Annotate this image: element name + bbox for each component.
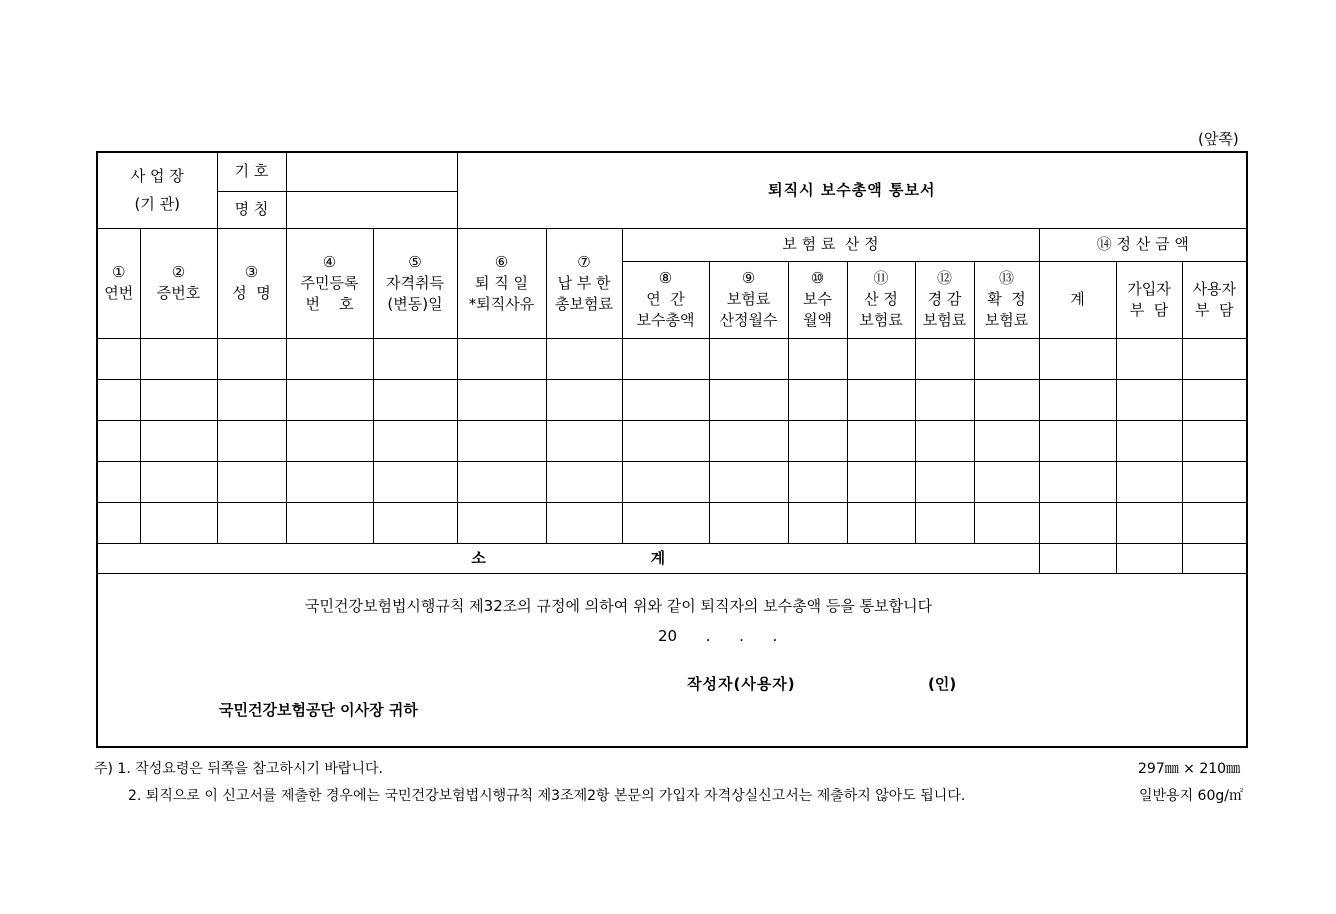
col-label-6b: *퇴직사유 <box>468 294 535 313</box>
table-row <box>97 338 1247 379</box>
table-cell[interactable] <box>915 461 974 502</box>
col-label-3: 성 명 <box>232 284 271 302</box>
col-num-5: ⑤ <box>408 252 422 271</box>
col-label-4a: 주민등록 <box>300 273 359 292</box>
col-label-8a: 연 간 <box>646 290 685 308</box>
table-cell[interactable] <box>217 338 286 379</box>
table-cell[interactable] <box>97 338 140 379</box>
recipient: 국민건강보험공단 이사장 귀하 <box>219 700 418 719</box>
table-cell[interactable] <box>788 461 847 502</box>
col-label-10a: 보수 <box>803 290 832 308</box>
col-num-12: ⑫ <box>937 269 953 287</box>
table-cell[interactable] <box>217 461 286 502</box>
table-cell[interactable] <box>847 379 915 420</box>
col-header-13 <box>974 261 1039 338</box>
col-header-5 <box>373 228 457 338</box>
workplace-code-field[interactable] <box>286 152 457 191</box>
col-header-subscriber <box>1116 261 1182 338</box>
col-label-9b: 산정월수 <box>719 311 778 329</box>
table-cell[interactable] <box>974 502 1039 543</box>
table-cell[interactable] <box>140 379 217 420</box>
col-label-11b: 보험료 <box>859 311 903 329</box>
table-cell[interactable] <box>546 338 622 379</box>
col-label-employer-a: 사용자 <box>1192 279 1237 298</box>
table-cell[interactable] <box>1182 461 1247 502</box>
table-cell[interactable] <box>974 379 1039 420</box>
table-cell[interactable] <box>915 502 974 543</box>
table-cell[interactable] <box>457 338 546 379</box>
table-row <box>97 502 1247 543</box>
table-cell[interactable] <box>97 379 140 420</box>
table-cell[interactable] <box>546 420 622 461</box>
table-cell[interactable] <box>286 379 373 420</box>
table-cell[interactable] <box>709 502 788 543</box>
form-title: 퇴직시 보수총액 통보서 <box>457 152 1247 228</box>
table-cell[interactable] <box>373 461 457 502</box>
table-cell[interactable] <box>1039 461 1116 502</box>
settlement-header: ⑭ 정 산 금 액 <box>1039 228 1247 261</box>
col-header-8 <box>622 261 709 338</box>
col-label-employer-b: 부 담 <box>1195 300 1234 319</box>
table-cell[interactable] <box>286 461 373 502</box>
col-num-10: ⑩ <box>810 269 825 287</box>
author-label: 작성자(사용자) <box>687 674 796 693</box>
table-cell[interactable] <box>1182 338 1247 379</box>
col-label-8b: 보수총액 <box>636 311 695 329</box>
col-header-11 <box>847 261 915 338</box>
notice-date[interactable]: 20 . . . <box>658 626 778 645</box>
col-header-9 <box>709 261 788 338</box>
table-cell[interactable] <box>622 420 709 461</box>
table-cell[interactable] <box>140 420 217 461</box>
col-header-7 <box>546 228 622 338</box>
table-cell[interactable] <box>97 502 140 543</box>
paper-size: 297㎜ × 210㎜ <box>1138 761 1241 777</box>
table-cell[interactable] <box>622 379 709 420</box>
col-label-total: 계 <box>1070 290 1085 308</box>
subtotal-label-b: 계 <box>650 548 666 567</box>
col-num-4: ④ <box>322 252 337 271</box>
table-cell[interactable] <box>1116 502 1182 543</box>
table-cell[interactable] <box>709 461 788 502</box>
table-cell[interactable] <box>457 461 546 502</box>
col-num-11: ⑪ <box>873 269 889 287</box>
subtotal-label <box>97 543 1039 573</box>
col-label-12b: 보험료 <box>922 311 967 329</box>
table-cell[interactable] <box>622 502 709 543</box>
table-cell[interactable] <box>1039 502 1116 543</box>
table-cell[interactable] <box>1039 420 1116 461</box>
table-cell[interactable] <box>546 379 622 420</box>
workplace-label-line2: (기 관) <box>134 195 180 214</box>
notice-statement: 국민건강보험법시행규칙 제32조의 규정에 의하여 위와 같이 퇴직자의 보수총액 등을 통보합니다 <box>305 596 933 615</box>
table-cell[interactable] <box>847 338 915 379</box>
workplace-name-field[interactable] <box>286 191 457 228</box>
workplace-label-line1: 사 업 장 <box>130 167 184 186</box>
table-cell[interactable] <box>97 420 140 461</box>
col-header-2 <box>140 228 217 338</box>
table-cell[interactable] <box>217 420 286 461</box>
table-cell[interactable] <box>1039 379 1116 420</box>
col-label-13b: 보험료 <box>984 311 1029 329</box>
table-cell[interactable] <box>286 338 373 379</box>
insurance-calc-header: 보 험 료 산 정 <box>622 228 1039 261</box>
subtotal-subscriber-cell[interactable] <box>1116 543 1182 573</box>
table-cell[interactable] <box>546 461 622 502</box>
table-row <box>97 420 1247 461</box>
col-label-11a: 산 정 <box>864 290 898 308</box>
col-num-7: ⑦ <box>577 252 591 271</box>
table-cell[interactable] <box>788 420 847 461</box>
table-cell[interactable] <box>97 461 140 502</box>
table-cell[interactable] <box>373 338 457 379</box>
table-cell[interactable] <box>1116 338 1182 379</box>
col-num-2: ② <box>171 263 186 281</box>
table-cell[interactable] <box>709 420 788 461</box>
subtotal-total-cell[interactable] <box>1039 543 1116 573</box>
workplace-label <box>97 152 217 228</box>
col-header-total <box>1039 261 1116 338</box>
table-cell[interactable] <box>915 379 974 420</box>
col-header-10 <box>788 261 847 338</box>
col-header-3 <box>217 228 286 338</box>
table-cell[interactable] <box>140 502 217 543</box>
table-cell[interactable] <box>373 379 457 420</box>
table-cell[interactable] <box>217 502 286 543</box>
col-num-13: ⑬ <box>999 269 1015 287</box>
col-header-6 <box>457 228 546 338</box>
col-label-subscriber-b: 부 담 <box>1129 300 1169 319</box>
table-cell[interactable] <box>546 502 622 543</box>
table-cell[interactable] <box>1116 461 1182 502</box>
table-cell[interactable] <box>974 338 1039 379</box>
col-label-6a: 퇴 직 일 <box>475 273 529 292</box>
page-side-label: (앞쪽) <box>1198 130 1239 148</box>
table-cell[interactable] <box>1182 379 1247 420</box>
paper-type: 일반용지 60g/㎡ <box>1139 788 1243 804</box>
footer-note-2: 2. 퇴직으로 이 신고서를 제출한 경우에는 국민건강보험법시행규칙 제3조제2항 본문의 가입자 자격상실신고서는 제출하지 않아도 됩니다. <box>128 788 966 804</box>
col-label-13a: 확 정 <box>987 290 1026 308</box>
table-cell[interactable] <box>915 338 974 379</box>
col-label-12a: 경 감 <box>927 290 962 308</box>
table-cell[interactable] <box>974 461 1039 502</box>
col-label-subscriber-a: 가입자 <box>1127 279 1171 298</box>
col-label-10b: 월액 <box>803 311 832 329</box>
col-label-5b: (변동)일 <box>387 294 443 313</box>
table-cell[interactable] <box>847 420 915 461</box>
col-label-7b: 총보험료 <box>555 294 613 313</box>
col-label-9a: 보험료 <box>726 290 771 308</box>
table-cell[interactable] <box>622 338 709 379</box>
table-cell[interactable] <box>974 420 1039 461</box>
table-cell[interactable] <box>286 420 373 461</box>
notice-area <box>97 573 1247 747</box>
table-cell[interactable] <box>847 461 915 502</box>
table-cell[interactable] <box>622 461 709 502</box>
col-num-1: ① <box>112 263 126 281</box>
seal-mark: (인) <box>928 674 957 693</box>
table-cell[interactable] <box>788 379 847 420</box>
table-cell[interactable] <box>788 502 847 543</box>
table-cell[interactable] <box>915 420 974 461</box>
table-row <box>97 379 1247 420</box>
col-num-6: ⑥ <box>494 252 509 271</box>
table-cell[interactable] <box>373 420 457 461</box>
table-cell[interactable] <box>1116 379 1182 420</box>
table-cell[interactable] <box>1182 420 1247 461</box>
col-label-2: 증번호 <box>156 284 201 302</box>
subtotal-employer-cell[interactable] <box>1182 543 1247 573</box>
subtotal-label-a: 소 <box>471 548 486 567</box>
table-cell[interactable] <box>709 338 788 379</box>
col-label-5a: 자격취득 <box>386 273 444 292</box>
table-cell[interactable] <box>217 379 286 420</box>
table-cell[interactable] <box>788 338 847 379</box>
table-row <box>97 461 1247 502</box>
table-cell[interactable] <box>140 338 217 379</box>
col-label-7a: 납 부 한 <box>557 273 611 292</box>
col-label-1: 연번 <box>104 284 134 302</box>
col-num-9: ⑨ <box>741 269 756 287</box>
table-cell[interactable] <box>709 379 788 420</box>
table-cell[interactable] <box>847 502 915 543</box>
table-cell[interactable] <box>457 379 546 420</box>
table-cell[interactable] <box>373 502 457 543</box>
col-header-4 <box>286 228 373 338</box>
col-label-4b: 번 호 <box>305 294 354 313</box>
col-num-3: ③ <box>244 263 259 281</box>
col-num-8: ⑧ <box>658 269 673 287</box>
workplace-name-label: 명 칭 <box>217 191 286 228</box>
table-cell[interactable] <box>457 502 546 543</box>
notification-form-table <box>96 151 1248 748</box>
col-header-1 <box>97 228 140 338</box>
workplace-code-label: 기 호 <box>217 152 286 191</box>
table-cell[interactable] <box>140 461 217 502</box>
col-header-employer <box>1182 261 1247 338</box>
table-cell[interactable] <box>457 420 546 461</box>
table-cell[interactable] <box>1182 502 1247 543</box>
col-header-12 <box>915 261 974 338</box>
table-cell[interactable] <box>1116 420 1182 461</box>
table-cell[interactable] <box>286 502 373 543</box>
footer-note-1: 주) 1. 작성요령은 뒤쪽을 참고하시기 바랍니다. <box>94 761 383 777</box>
table-cell[interactable] <box>1039 338 1116 379</box>
